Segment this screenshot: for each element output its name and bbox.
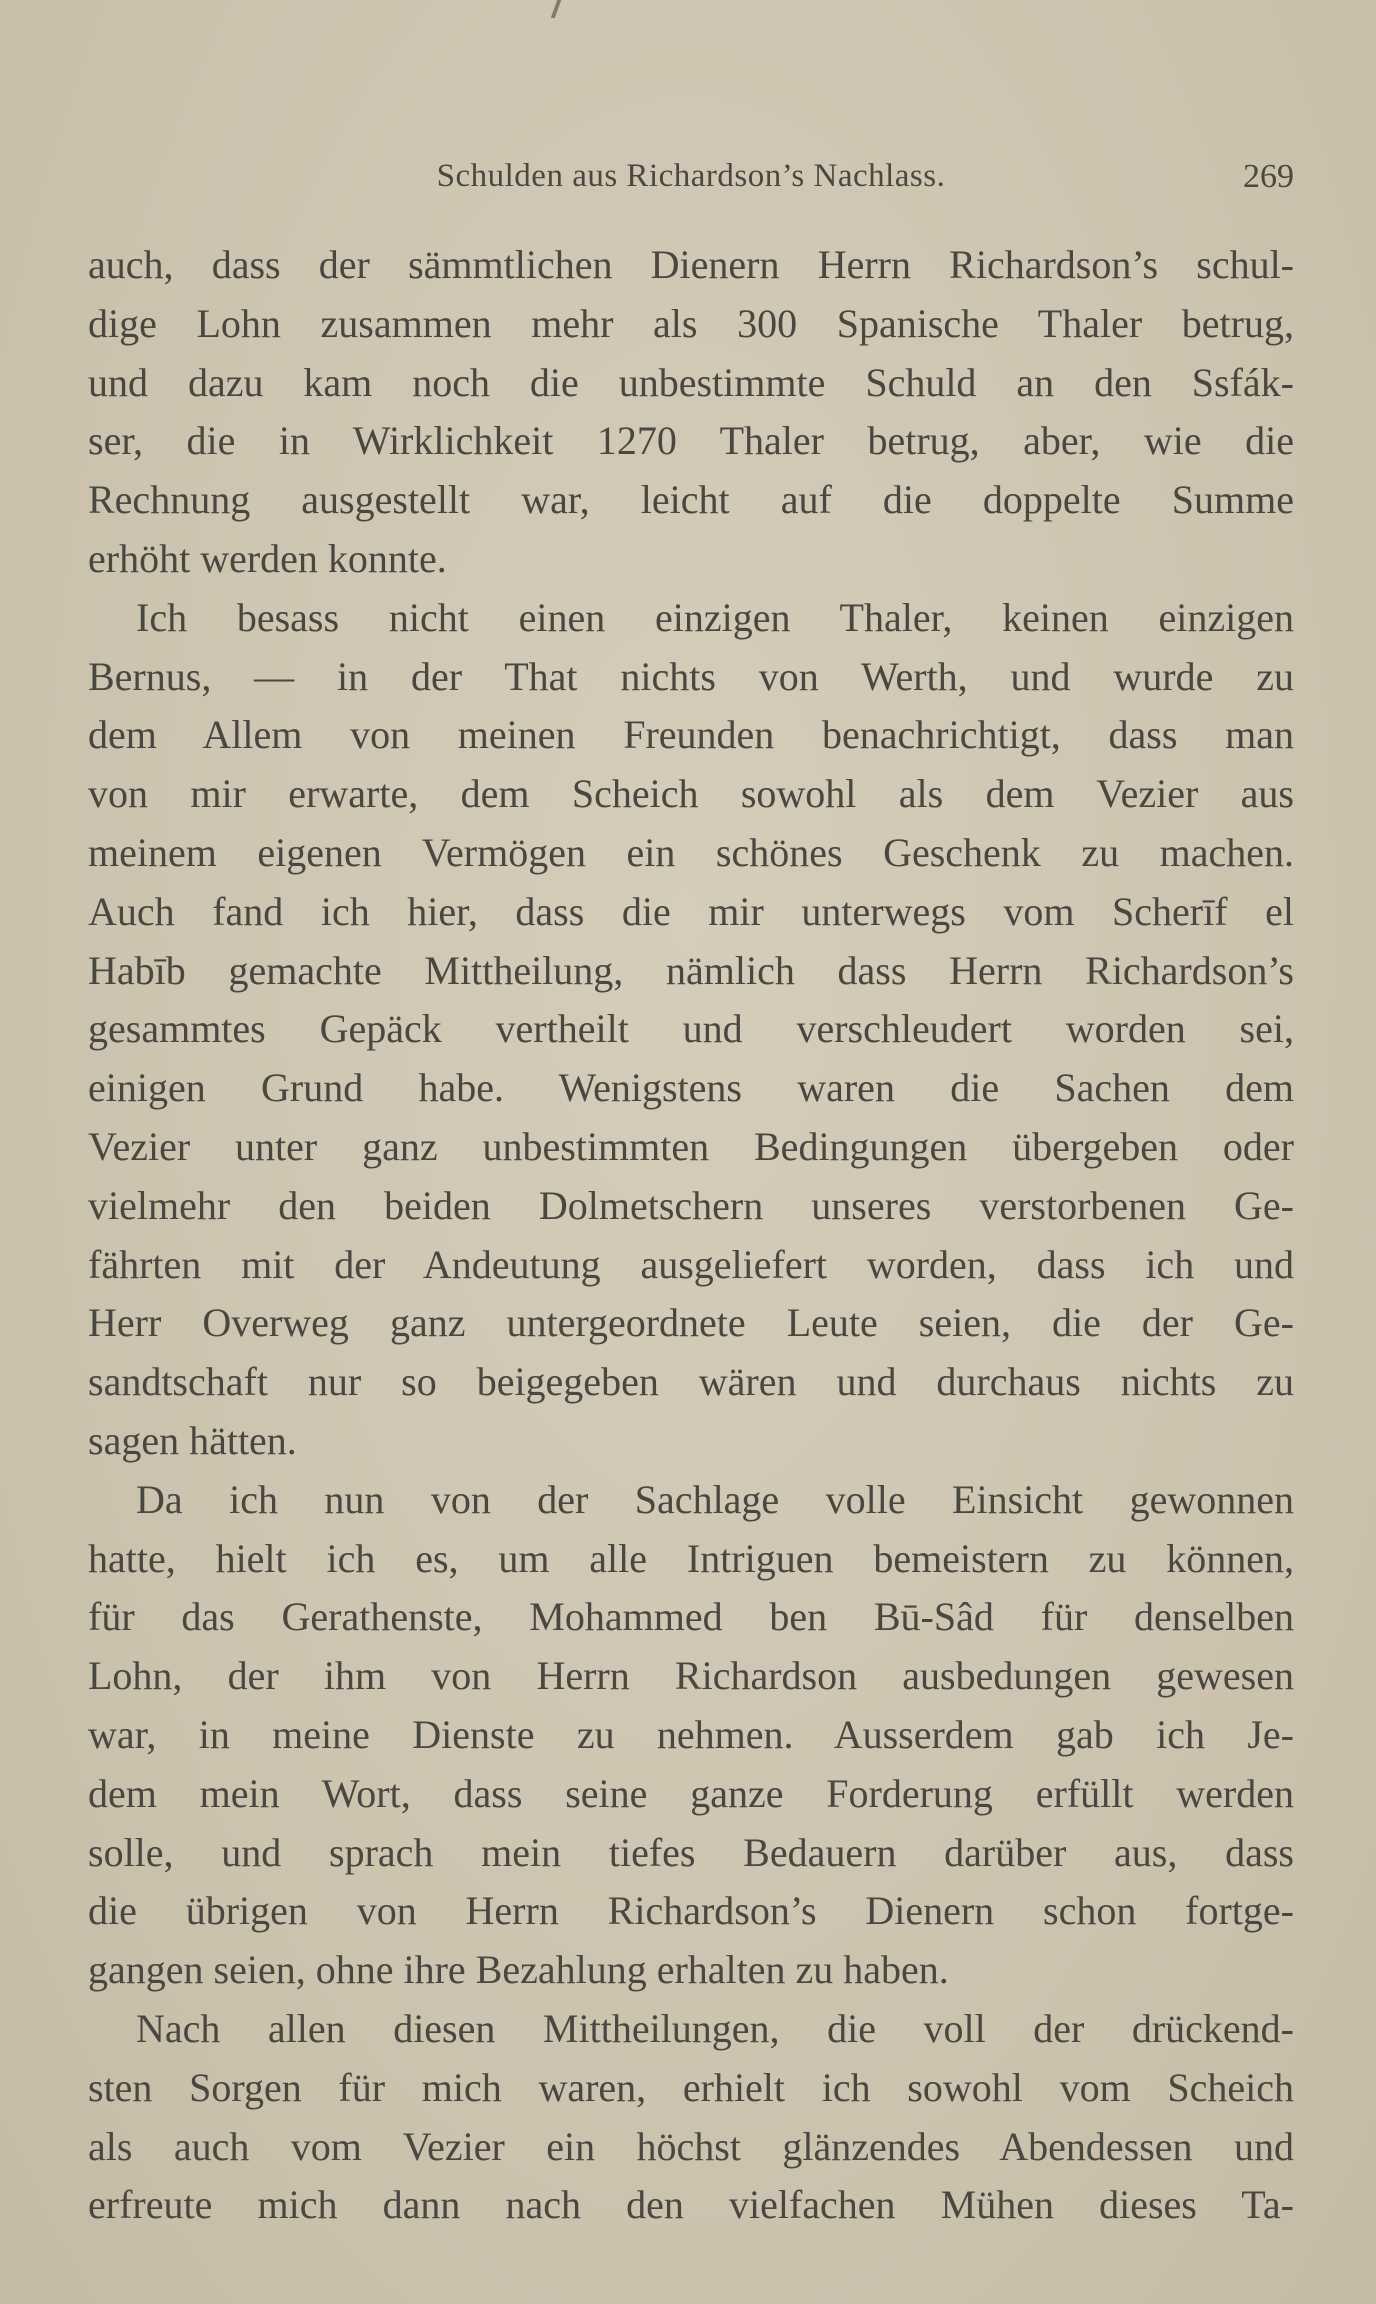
text-line: die übrigen von Herrn Richardson’s Dienern schon fortge- xyxy=(88,1888,1294,1934)
text-line: erfreute mich dann nach den vielfachen Mühen dieses Ta- xyxy=(88,2182,1294,2228)
text-line: gangen seien, ohne ihre Bezahlung erhalten zu haben. xyxy=(88,1947,949,1993)
text-line: Vezier unter ganz unbestimmten Bedingungen übergeben oder xyxy=(88,1123,1294,1169)
text-line: einigen Grund habe. Wenigstens waren die Sachen dem xyxy=(88,1065,1294,1111)
text-line: Ich besass nicht einen einzigen Thaler, keinen einzigen xyxy=(136,594,1294,640)
text-line: gesammtes Gepäck vertheilt und verschleudert worden sei, xyxy=(88,1006,1294,1052)
text-line: Lohn, der ihm von Herrn Richardson ausbedungen gewesen xyxy=(88,1653,1294,1699)
text-line: auch, dass der sämmtlichen Dienern Herrn Richardson’s schul- xyxy=(88,242,1294,287)
text-line: und dazu kam noch die unbestimmte Schuld an den Ssfák- xyxy=(88,359,1294,405)
body-text xyxy=(88,236,1294,2235)
text-line: als auch vom Vezier ein höchst glänzendes Abendessen und xyxy=(88,2123,1294,2169)
page-header xyxy=(88,158,1294,204)
text-line: dige Lohn zusammen mehr als 300 Spanische Thaler betrug, xyxy=(88,300,1294,346)
text-line: meinem eigenen Vermögen ein schönes Geschenk zu machen. xyxy=(88,829,1294,875)
text-line: Da ich nun von der Sachlage volle Einsicht gewonnen xyxy=(136,1476,1294,1522)
text-line: Rechnung ausgestellt war, leicht auf die doppelte Summe xyxy=(88,477,1294,523)
text-line: war, in meine Dienste zu nehmen. Ausserdem gab ich Je- xyxy=(88,1711,1294,1757)
text-line: von mir erwarte, dem Scheich sowohl als dem Vezier aus xyxy=(88,771,1294,817)
text-line: Herr Overweg ganz untergeordnete Leute seien, die der Ge- xyxy=(88,1300,1294,1346)
page-number: 269 xyxy=(1243,158,1294,195)
text-line: dem Allem von meinen Freunden benachrichtigt, dass man xyxy=(88,712,1294,758)
running-head: Schulden aus Richardson’s Nachlass. xyxy=(436,158,946,194)
text-line: solle, und sprach mein tiefes Bedauern darüber aus, dass xyxy=(88,1829,1294,1875)
print-mark xyxy=(551,0,562,18)
text-line: sten Sorgen für mich waren, erhielt ich sowohl vom Scheich xyxy=(88,2064,1294,2110)
text-line: für das Gerathenste, Mohammed ben Bū-Sâd für denselben xyxy=(88,1594,1294,1640)
text-line: Nach allen diesen Mittheilungen, die voll der drückend- xyxy=(136,2005,1294,2051)
text-line: Bernus, — in der That nichts von Werth, und wurde zu xyxy=(88,653,1294,699)
text-line: dem mein Wort, dass seine ganze Forderung erfüllt werden xyxy=(88,1770,1294,1816)
text-line: fährten mit der Andeutung ausgeliefert worden, dass ich und xyxy=(88,1241,1294,1287)
text-line: Habīb gemachte Mittheilung, nämlich dass Herrn Richardson’s xyxy=(88,947,1294,993)
text-line: sandtschaft nur so beigegeben wären und durchaus nichts zu xyxy=(88,1359,1294,1405)
text-line: vielmehr den beiden Dolmetschern unseres verstorbenen Ge- xyxy=(88,1182,1294,1228)
text-line: erhöht werden konnte. xyxy=(88,535,447,581)
text-line: sagen hätten. xyxy=(88,1417,297,1463)
text-line: ser, die in Wirklichkeit 1270 Thaler betrug, aber, wie die xyxy=(88,418,1294,464)
text-line: Auch fand ich hier, dass die mir unterwegs vom Scherīf el xyxy=(88,888,1294,934)
text-line: hatte, hielt ich es, um alle Intriguen bemeistern zu können, xyxy=(88,1535,1294,1581)
